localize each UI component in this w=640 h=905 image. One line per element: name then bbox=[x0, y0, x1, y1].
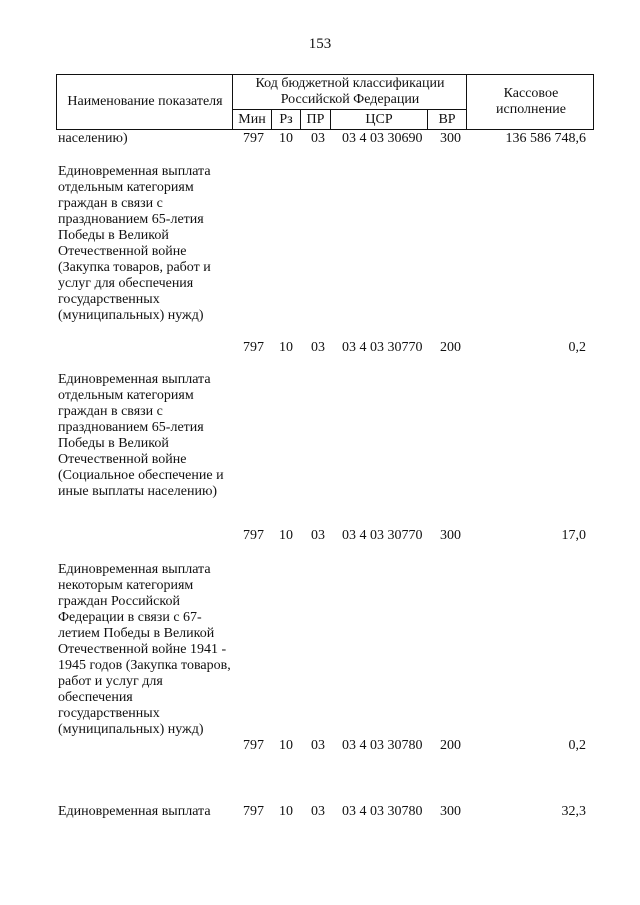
header-divider-exec bbox=[466, 74, 467, 130]
row-name: Единовременная выплата отдельным категориям граждан в связи с празднованием 65-летия Победы в Великой Отечественной войне (Закупка товаров, работ и услуг для обеспечения государственных (муниципальных) нужд) bbox=[58, 164, 211, 323]
row-amount: 17,0 bbox=[561, 528, 586, 543]
table-row bbox=[0, 164, 640, 356]
row-min: 797 bbox=[243, 738, 264, 753]
row-name: Единовременная выплата некоторым категориям граждан Российской Федерации в связи с 67-летием Победы в Великой Отечественной войне 1941 - 1945 годов (Закупка товаров, работ и услуг для обеспечения государственных (муниципальных) нужд) bbox=[58, 562, 231, 737]
table-row bbox=[0, 804, 640, 820]
row-vr: 300 bbox=[440, 528, 461, 543]
header-border-bottom bbox=[56, 129, 594, 130]
row-vr: 200 bbox=[440, 738, 461, 753]
header-exec-label: Кассовое исполнение bbox=[496, 86, 566, 117]
table-header bbox=[56, 74, 594, 130]
row-pr: 03 bbox=[311, 738, 325, 753]
header-border-right bbox=[593, 74, 594, 130]
page-number: 153 bbox=[308, 36, 332, 52]
row-vr: 300 bbox=[440, 804, 461, 819]
row-min: 797 bbox=[243, 131, 264, 146]
table-row bbox=[0, 562, 640, 754]
row-pr: 03 bbox=[311, 340, 325, 355]
table-row bbox=[0, 372, 640, 544]
row-pr: 03 bbox=[311, 131, 325, 146]
header-vr-label: ВР bbox=[438, 112, 456, 127]
row-csr: 03 4 03 30780 bbox=[342, 804, 423, 819]
row-name: населению) bbox=[58, 131, 128, 146]
header-min-label: Мин bbox=[238, 112, 266, 127]
row-name: Единовременная выплата отдельным категориям граждан в связи с празднованием 65-летия Победы в Великой Отечественной войне (Социальное обеспечение и иные выплаты населению) bbox=[58, 372, 224, 499]
row-amount: 136 586 748,6 bbox=[505, 131, 586, 146]
header-subrow-line bbox=[232, 109, 467, 110]
row-pr: 03 bbox=[311, 804, 325, 819]
row-name: Единовременная выплата bbox=[58, 804, 211, 819]
row-min: 797 bbox=[243, 804, 264, 819]
header-name-label: Наименование показателя bbox=[67, 94, 223, 109]
header-csr-label: ЦСР bbox=[365, 112, 393, 127]
row-rz: 10 bbox=[279, 340, 293, 355]
row-min: 797 bbox=[243, 340, 264, 355]
row-min: 797 bbox=[243, 528, 264, 543]
row-amount: 32,3 bbox=[561, 804, 586, 819]
row-rz: 10 bbox=[279, 131, 293, 146]
header-pr-label: ПР bbox=[306, 112, 325, 127]
row-rz: 10 bbox=[279, 528, 293, 543]
header-code-group-label: Код бюджетной классификации Российской Федерации bbox=[255, 76, 445, 107]
header-rz-label: Рз bbox=[279, 112, 293, 127]
row-rz: 10 bbox=[279, 804, 293, 819]
row-csr: 03 4 03 30690 bbox=[342, 131, 423, 146]
row-pr: 03 bbox=[311, 528, 325, 543]
row-csr: 03 4 03 30770 bbox=[342, 340, 423, 355]
row-rz: 10 bbox=[279, 738, 293, 753]
row-vr: 300 bbox=[440, 131, 461, 146]
row-amount: 0,2 bbox=[568, 340, 586, 355]
row-amount: 0,2 bbox=[568, 738, 586, 753]
row-csr: 03 4 03 30780 bbox=[342, 738, 423, 753]
header-border-left bbox=[56, 74, 57, 130]
row-vr: 200 bbox=[440, 340, 461, 355]
table-row bbox=[0, 131, 640, 147]
row-csr: 03 4 03 30770 bbox=[342, 528, 423, 543]
header-border-top bbox=[56, 74, 594, 75]
